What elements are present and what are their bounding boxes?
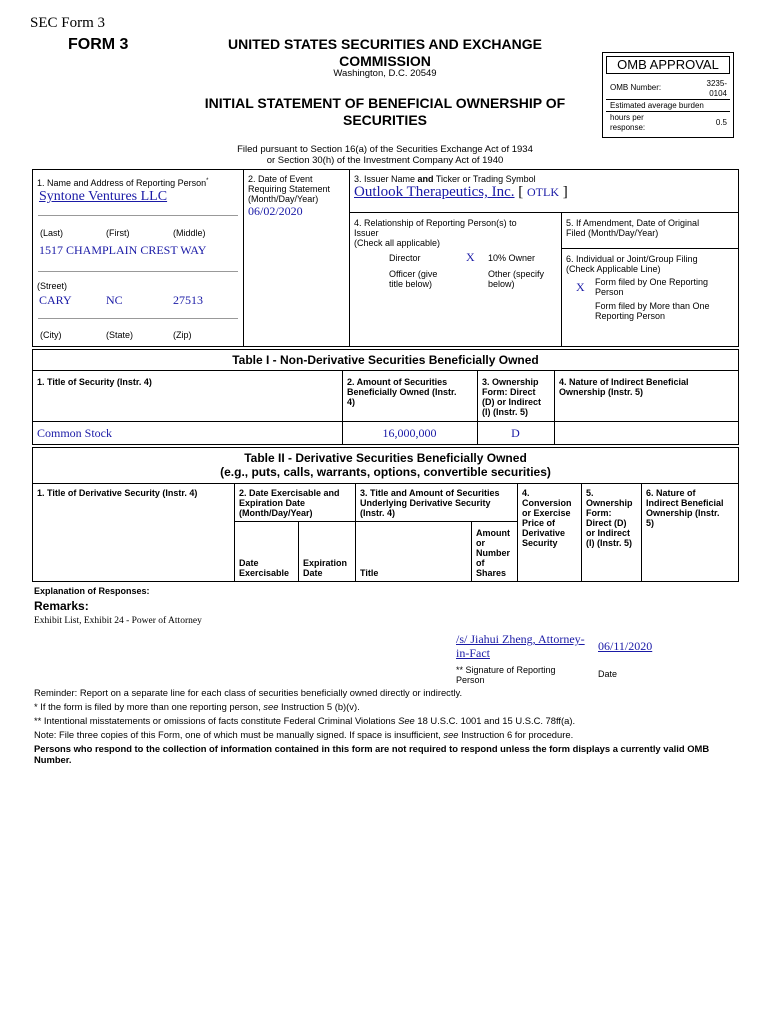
- box6-label: 6. Individual or Joint/Group Filing (Check Applicable Line): [566, 254, 698, 274]
- event-date: 06/02/2020: [248, 204, 303, 218]
- hours-value: 0.5: [715, 118, 727, 127]
- note-misstatements: ** Intentional misstatements or omissions of facts constitute Federal Criminal Violations See 18 U.S.C. 1001 and 15 U.S.C. 78ff(a).: [34, 715, 576, 726]
- agency-title: UNITED STATES SECURITIES AND EXCHANGE COMMISSION: [228, 36, 542, 69]
- note-multiple-persons: * If the form is filed by more than one reporting person, see Instruction 5 (b)(v).: [34, 701, 360, 712]
- table1-title: Table I - Non-Derivative Securities Beneficially Owned: [232, 353, 539, 367]
- zip-label: (Zip): [173, 330, 192, 340]
- box3-label: 3. Issuer Name and Ticker or Trading Symbol: [354, 174, 536, 184]
- note-copies: Note: File three copies of this Form, one of which must be manually signed. If space is insufficient, see Instruction 6 for procedure.: [34, 729, 574, 740]
- box5-label: 5. If Amendment, Date of Original Filed (Month/Day/Year): [566, 218, 700, 238]
- omb-notice: Persons who respond to the collection of information contained in this form are not required to respond unless the form displays a currently valid OMB Number.: [34, 743, 710, 765]
- signature-date: 06/11/2020: [598, 639, 653, 653]
- ten-pct-owner-label: 10% Owner: [488, 253, 536, 263]
- one-person-checkbox[interactable]: X: [576, 280, 585, 294]
- box2-label: 2. Date of Event Requiring Statement (Month/Day/Year): [248, 174, 331, 204]
- box4-label: 4. Relationship of Reporting Person(s) to Issuer (Check all applicable): [354, 218, 517, 248]
- t1-col-title: 1. Title of Security (Instr. 4): [37, 377, 152, 387]
- reminder-text: Reminder: Report on a separate line for each class of securities beneficially owned directly or indirectly.: [34, 687, 463, 698]
- signature-label: ** Signature of Reporting Person: [456, 665, 556, 685]
- t2-sub-expiration: Expiration Date: [303, 558, 348, 578]
- issuer-name[interactable]: Outlook Therapeutics, Inc.: [354, 184, 515, 200]
- first-label: (First): [106, 228, 130, 238]
- director-checkbox[interactable]: X: [466, 250, 475, 264]
- t2-col-dates: 2. Date Exercisable and Expiration Date (Month/Day/Year): [239, 488, 340, 518]
- burden-label: Estimated average burden: [610, 101, 704, 110]
- t2-sub-amount: Amount or Number of Shares: [476, 528, 511, 578]
- t2-col-nature: 6. Nature of Indirect Beneficial Ownership (Instr. 5): [646, 488, 724, 528]
- box1-label: 1. Name and Address of Reporting Person*: [37, 178, 209, 188]
- t2-sub-title: Title: [360, 568, 379, 578]
- state-value: NC: [106, 293, 123, 307]
- street-label: (Street): [37, 281, 68, 291]
- t2-sub-date-exercisable: Date Exercisable: [239, 558, 290, 578]
- hours-label: hours per response:: [610, 113, 646, 132]
- director-label: Director: [389, 253, 421, 263]
- reporting-person-name[interactable]: Syntone Ventures LLC: [39, 189, 168, 204]
- t1-col-form: 3. Ownership Form: Direct (D) or Indirect (I) (Instr. 5): [482, 377, 542, 417]
- signature[interactable]: /s/ Jiahui Zheng, Attorney- in-Fact: [456, 632, 585, 660]
- officer-label: Officer (give title below): [389, 269, 438, 289]
- one-person-label: Form filed by One Reporting Person: [595, 277, 709, 297]
- other-label: Other (specify below): [488, 269, 545, 289]
- last-label: (Last): [40, 228, 64, 238]
- agency-location: Washington, D.C. 20549: [333, 68, 437, 79]
- t2-col-conversion: 4. Conversion or Exercise Price of Derivative Security: [522, 488, 572, 548]
- sec-form-label: SEC Form 3: [30, 15, 106, 31]
- city-value: CARY: [39, 293, 72, 307]
- middle-label: (Middle): [173, 228, 206, 238]
- zip-value: 27513: [173, 293, 203, 307]
- remarks-text: Exhibit List, Exhibit 24 - Power of Attorney: [34, 616, 202, 626]
- table2-title: Table II - Derivative Securities Beneficially Owned (e.g., puts, calls, warrants, options, convertible securities): [220, 451, 551, 479]
- issuer-line: Outlook Therapeutics, Inc. [ OTLK ]: [354, 184, 568, 200]
- explanation-label: Explanation of Responses:: [34, 586, 150, 596]
- t2-col-ownership: 5. Ownership Form: Direct (D) or Indirect (I) (Instr. 5): [586, 488, 633, 548]
- more-persons-label: Form filed by More than One Reporting Person: [595, 301, 710, 321]
- security-amount: 16,000,000: [382, 426, 437, 440]
- date-label: Date: [598, 669, 618, 679]
- t2-col-title: 1. Title of Derivative Security (Instr. 4): [37, 488, 198, 498]
- t2-col-underlying: 3. Title and Amount of Securities Underlying Derivative Security (Instr. 4): [360, 488, 500, 518]
- state-label: (State): [106, 330, 134, 340]
- security-title: Common Stock: [37, 426, 113, 440]
- statement-title: INITIAL STATEMENT OF BENEFICIAL OWNERSHIP OF SECURITIES: [204, 95, 566, 128]
- omb-approval-box: [602, 52, 734, 138]
- form-label: FORM 3: [68, 36, 129, 53]
- omb-number-label: OMB Number:: [610, 83, 662, 92]
- street-value: 1517 CHAMPLAIN CREST WAY: [39, 243, 207, 257]
- remarks-title: Remarks:: [34, 599, 89, 613]
- city-label: (City): [40, 330, 62, 340]
- ownership-form: D: [511, 426, 520, 440]
- omb-number-value: 3235- 0104: [706, 79, 727, 98]
- t1-col-amount: 2. Amount of Securities Beneficially Owned (Instr. 4): [347, 377, 457, 407]
- ticker-symbol: OTLK: [527, 185, 560, 199]
- omb-title: OMB APPROVAL: [606, 56, 730, 74]
- filed-pursuant: Filed pursuant to Section 16(a) of the Securities Exchange Act of 1934 or Section 30(h) of the Investment Company Act of 1940: [237, 144, 533, 166]
- t1-col-nature: 4. Nature of Indirect Beneficial Ownership (Instr. 5): [559, 377, 689, 397]
